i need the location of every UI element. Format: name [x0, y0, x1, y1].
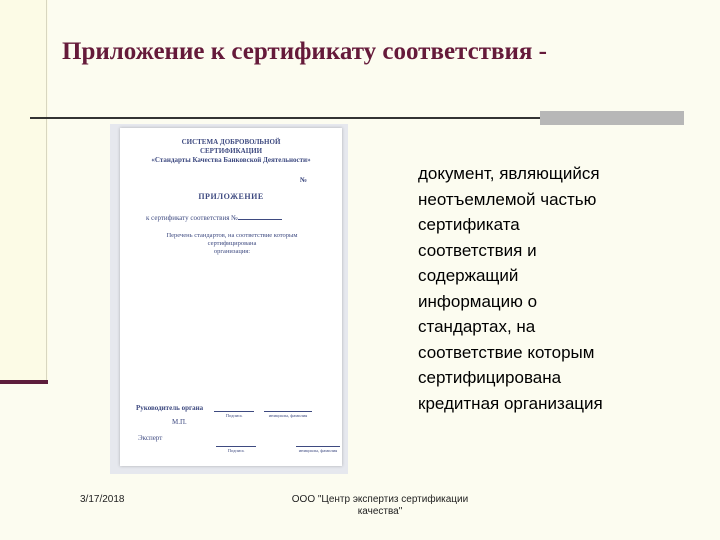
left-divider-line — [46, 0, 47, 384]
doc-certificate-number-line — [238, 219, 282, 220]
doc-header-line: СЕРТИФИКАЦИИ — [199, 147, 263, 155]
definition-line: стандартах, на — [418, 317, 536, 336]
doc-head-name-caption: инициалы, фамилия — [264, 411, 312, 418]
document-image — [120, 128, 342, 466]
doc-expert-label: Эксперт — [138, 434, 163, 442]
definition-line: неотъемлемой частью — [418, 189, 597, 209]
definition-line: кредитная организация — [418, 393, 603, 413]
doc-header-line: «Стандарты Качества Банковской Деятельности» — [151, 156, 311, 164]
left-decor-bar — [0, 0, 48, 384]
doc-stamp-label: М.П. — [172, 418, 187, 426]
slide-title: Приложение к сертификату соответствия - — [62, 38, 548, 65]
doc-appendix-label: ПРИЛОЖЕНИЕ — [198, 192, 264, 201]
doc-standards-line: Перечень стандартов, на соответствие которым — [166, 232, 298, 239]
footer-org-line: качества" — [357, 506, 403, 517]
definition-line: информацию о — [418, 291, 538, 311]
definition-text — [418, 161, 708, 416]
doc-expert-signature-caption: Подпись — [216, 446, 256, 453]
footer-org-line: ООО "Центр экспертиз сертификации — [291, 494, 469, 505]
doc-expert-name-caption: инициалы, фамилия — [296, 446, 340, 453]
doc-head-label: Руководитель органа — [136, 404, 204, 412]
definition-line: сертификата — [418, 215, 520, 234]
doc-standards-line: сертифицирована — [207, 240, 257, 247]
footer-organization — [280, 494, 480, 518]
left-accent-bar — [0, 380, 48, 384]
doc-number-label: № — [300, 176, 308, 184]
doc-certificate-ref — [146, 214, 282, 222]
doc-header — [120, 138, 342, 165]
doc-certificate-ref-text: к сертификату соответствия № — [146, 214, 238, 222]
definition-line: содержащий — [418, 266, 519, 285]
definition-line: сертифицирована — [418, 368, 562, 387]
doc-standards-line: организация: — [213, 248, 251, 255]
definition-line: соответствие которым — [418, 342, 595, 362]
doc-standards-list — [142, 232, 322, 256]
title-rule-block — [540, 111, 684, 125]
doc-header-line: СИСТЕМА ДОБРОВОЛЬНОЙ — [181, 138, 281, 146]
footer-date: 3/17/2018 — [80, 494, 125, 505]
doc-head-signature-caption: Подпись — [214, 411, 254, 418]
definition-line: документ, являющийся — [418, 164, 600, 183]
definition-line: соответствия и — [418, 240, 537, 260]
